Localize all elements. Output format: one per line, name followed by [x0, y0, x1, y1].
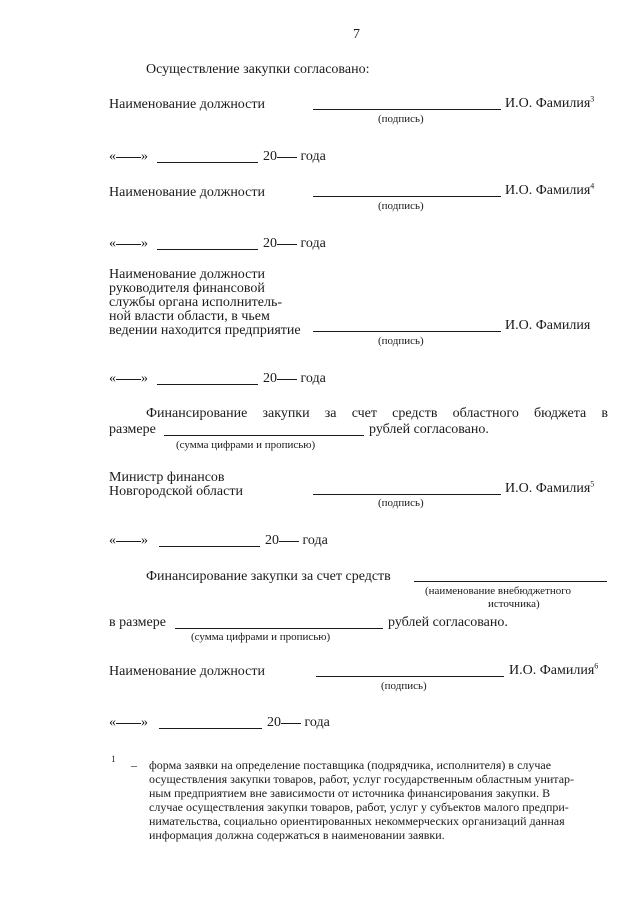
- date-month-line-5: [159, 728, 262, 729]
- date-line-2: « »: [109, 236, 148, 251]
- approval-header: Осуществление закупки согласовано:: [146, 62, 370, 77]
- date-line-1: « »: [109, 149, 148, 164]
- name-label-2: И.О. Фамилия$^4$: [505, 181, 595, 198]
- minister-line-1: Министр финансов: [109, 470, 225, 485]
- date-month-line-2: [157, 249, 258, 250]
- signature-line-4: [313, 494, 501, 495]
- date-line-4: « »: [109, 533, 148, 548]
- name-label-4: И.О. Фамилия$^5$: [505, 479, 595, 496]
- date-line-5: « »: [109, 715, 148, 730]
- date-year-1: 20 года: [263, 149, 326, 164]
- footnote-dash: –: [131, 758, 137, 772]
- budget-paragraph-line-1: Финансирование закупки за счет средств областного бюджета в: [146, 406, 608, 421]
- date-line-3: « »: [109, 371, 148, 386]
- footnote-line-6: информация должна содержаться в наименовании заявки.: [149, 828, 445, 842]
- signature-caption-3: (подпись): [378, 335, 424, 347]
- extra-budget-amount-prefix: в размере: [109, 615, 166, 630]
- position-label-5: Наименование должности: [109, 664, 265, 679]
- signature-line-1: [313, 109, 501, 110]
- signature-line-2: [313, 196, 501, 197]
- footnote-line-4: случае осуществления закупки товаров, работ, услуг у субъектов малого предпри-: [149, 800, 569, 814]
- date-year-5: 20 года: [267, 715, 330, 730]
- page-number: 7: [353, 27, 360, 42]
- extra-budget-source-line: [414, 581, 607, 582]
- date-month-line-4: [159, 546, 260, 547]
- name-label-1: И.О. Фамилия$^3$: [505, 94, 595, 111]
- head-finance-line-3: службы органа исполнитель-: [109, 295, 283, 310]
- head-finance-line-4: ной власти области, в чьем: [109, 309, 270, 324]
- date-year-4: 20 года: [265, 533, 328, 548]
- footnote-mark: 1: [111, 754, 116, 764]
- head-finance-line-1: Наименование должности: [109, 267, 265, 282]
- extra-budget-source-caption-1: (наименование внебюджетного: [425, 585, 571, 597]
- budget-amount-line: [164, 435, 364, 436]
- signature-caption-5: (подпись): [381, 680, 427, 692]
- footnote-line-5: нимательства, социально ориентированных некоммерческих организаций данная: [149, 814, 565, 828]
- date-year-2: 20 года: [263, 236, 326, 251]
- budget-amount-prefix: размере: [109, 422, 156, 437]
- name-label-5: И.О. Фамилия$^6$: [509, 661, 599, 678]
- footnote-line-1: форма заявки на определение поставщика (подрядчика, исполнителя) в случае: [149, 758, 552, 772]
- date-month-line-1: [157, 162, 258, 163]
- head-finance-line-2: руководителя финансовой: [109, 281, 265, 296]
- position-label-2: Наименование должности: [109, 185, 265, 200]
- date-year-3: 20 года: [263, 371, 326, 386]
- signature-line-3: [313, 331, 501, 332]
- signature-caption-1: (подпись): [378, 113, 424, 125]
- position-label-1: Наименование должности: [109, 97, 265, 112]
- budget-amount-suffix: рублей согласовано.: [369, 422, 489, 437]
- budget-amount-caption: (сумма цифрами и прописью): [176, 439, 316, 451]
- signature-line-5: [316, 676, 504, 677]
- date-month-line-3: [157, 384, 258, 385]
- minister-line-2: Новгородской области: [109, 484, 243, 499]
- head-finance-line-5: ведении находится предприятие: [109, 323, 301, 338]
- signature-caption-2: (подпись): [378, 200, 424, 212]
- extra-budget-amount-suffix: рублей согласовано.: [388, 615, 508, 630]
- name-label-3: И.О. Фамилия: [505, 318, 591, 333]
- extra-budget-source-caption-2: источника): [488, 598, 540, 610]
- extra-budget-amount-line: [175, 628, 383, 629]
- footnote-line-2: осуществления закупки товаров, работ, услуг государственным областным унитар-: [149, 772, 575, 786]
- signature-caption-4: (подпись): [378, 497, 424, 509]
- footnote-line-3: ным предприятием вне зависимости от источника финансирования закупки. В: [149, 786, 551, 800]
- extra-budget-line-1: Финансирование закупки за счет средств: [146, 569, 391, 584]
- extra-budget-amount-caption: (сумма цифрами и прописью): [191, 631, 331, 643]
